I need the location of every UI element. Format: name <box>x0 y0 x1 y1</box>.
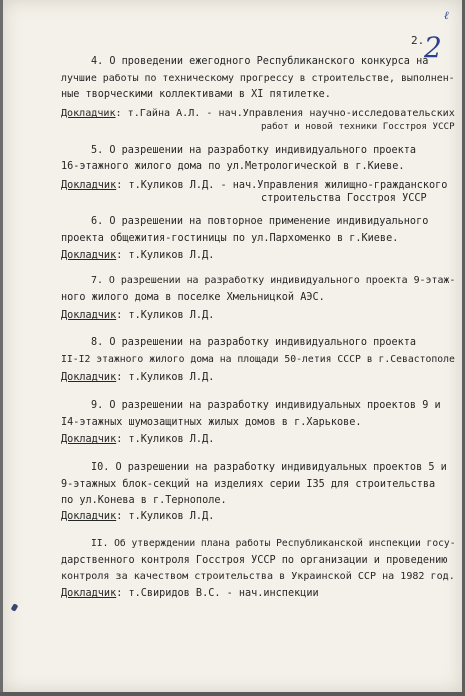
item-10-line-1: I0. О разрешении на разработку индивидуальных проектов 5 и <box>91 462 447 473</box>
item-10-line-3: по ул.Конева в г.Тернополе. <box>61 495 227 506</box>
rapporteur-name: : т.Куликов Л.Д. <box>116 310 215 321</box>
item-7-line-2: ного жилого дома в поселке Хмельницкой АЭС. <box>61 292 325 303</box>
item-7-line-1: 7. О разрешении на разработку индивидуального проекта 9-этаж- <box>91 275 456 286</box>
page-number: 2. <box>411 34 425 47</box>
item-6-line-1: 6. О разрешении на повторное применение индивидуального <box>91 216 429 227</box>
item-6-line-2: проекта общежития-гостиницы по ул.Пархоменко в г.Киеве. <box>61 233 399 244</box>
item-8-line-2: II-I2 этажного жилого дома на площади 50-летия СССР в г.Севастополе <box>61 354 455 365</box>
item-11-line-3: контроля за качеством строительства в Украинской ССР на 1982 год. <box>61 571 455 582</box>
item-9-rapporteur <box>61 435 214 445</box>
item-8-rapporteur <box>61 373 214 383</box>
item-5-line-1: 5. О разрешении на разработку индивидуального проекта <box>91 145 417 156</box>
item-4-line-1: 4. О проведении ежегодного Республиканского конкурса на <box>91 56 429 67</box>
rapporteur-name: : т.Свиридов В.С. - нач.инспекции <box>116 588 319 599</box>
rapporteur-label: Докладчик <box>61 310 117 321</box>
rapporteur-label: Докладчик <box>61 511 117 522</box>
ink-blot <box>11 603 19 612</box>
item-8-line-1: 8. О разрешении на разработку индивидуального проекта <box>91 337 417 348</box>
rapporteur-label: Докладчик <box>61 180 117 191</box>
rapporteur-label: Докладчик <box>61 108 116 119</box>
document-page <box>3 0 462 692</box>
item-10-rapporteur <box>61 512 214 522</box>
item-5-line-2: 16-этажного жилого дома по ул.Метрологической в г.Киеве. <box>61 161 405 172</box>
rapporteur-name: : т.Гайна А.Л. - нач.Управления научно-исследовательских <box>115 108 455 119</box>
rapporteur-label: Докладчик <box>61 588 117 599</box>
rapporteur-label: Докладчик <box>61 434 117 445</box>
rapporteur-label: Докладчик <box>61 372 117 383</box>
rapporteur-name: : т.Куликов Л.Д. <box>116 372 215 383</box>
scan-edge-bottom <box>0 692 465 696</box>
item-4-line-2: лучшие работы по техническому прогрессу в строительстве, выполнен- <box>61 73 455 84</box>
item-4-line-3: ные творческими коллективами в XI пятилетке. <box>61 89 331 100</box>
item-4-rapporteur-cont: работ и новой техники Госстроя УССР <box>261 121 455 132</box>
item-5-rapporteur-cont: строительства Госстроя УССР <box>261 193 427 204</box>
item-9-line-2: I4-этажных шумозащитных жилых домов в г.Харькове. <box>61 417 362 428</box>
item-10-line-2: 9-этажных блок-секций на изделиях серии I35 для строительства <box>61 479 436 490</box>
rapporteur-name: : т.Куликов Л.Д. - нач.Управления жилищно-гражданского <box>116 180 448 191</box>
handwritten-page-number: 2 <box>424 31 442 64</box>
rapporteur-name: : т.Куликов Л.Д. <box>116 250 215 261</box>
handwritten-corner-mark: ℓ <box>444 9 449 22</box>
item-6-rapporteur <box>61 251 214 261</box>
item-9-line-1: 9. О разрешении на разработку индивидуальных проектов 9 и <box>91 400 441 411</box>
item-11-line-1: II. Об утверждении плана работы Республиканской инспекции госу- <box>91 538 456 549</box>
item-4-rapporteur <box>61 109 455 119</box>
rapporteur-name: : т.Куликов Л.Д. <box>116 434 215 445</box>
item-5-rapporteur <box>61 181 447 191</box>
rapporteur-name: : т.Куликов Л.Д. <box>116 511 215 522</box>
item-11-rapporteur <box>61 589 319 599</box>
rapporteur-label: Докладчик <box>61 250 117 261</box>
item-11-line-2: дарственного контроля Госстроя УССР по организации и проведению <box>61 555 448 566</box>
item-7-rapporteur <box>61 311 214 321</box>
